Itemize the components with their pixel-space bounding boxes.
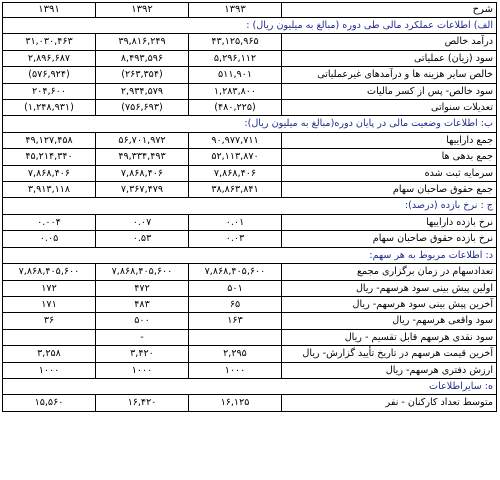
value-1392: ۵۶,۷۰۱,۹۷۲ — [96, 132, 189, 148]
row-label: نرخ بازده داراییها — [282, 214, 497, 230]
value-1392: ۵۰۰ — [96, 313, 189, 329]
value-1391: ۱۰۰۰ — [3, 362, 96, 378]
row-label: سود خالص- پس از کسر مالیات — [282, 83, 497, 99]
value-1391 — [3, 329, 96, 345]
section-header — [3, 247, 497, 263]
table-row — [3, 83, 497, 99]
value-1391: (۱,۲۴۸,۹۳۱) — [3, 100, 96, 116]
row-label: سود (زیان) عملیاتی — [282, 50, 497, 66]
table-row — [3, 264, 497, 280]
value-1392: ۴۷۲ — [96, 280, 189, 296]
value-1391: ۷,۸۶۸,۴۰۶ — [3, 165, 96, 181]
section-header — [3, 378, 497, 394]
table-row — [3, 231, 497, 247]
value-1393: ۷,۸۶۸,۴۰۵,۶۰۰ — [189, 264, 282, 280]
value-1391: (۵۷۶,۹۲۴) — [3, 67, 96, 83]
value-1392: ۷,۸۶۸,۴۰۵,۶۰۰ — [96, 264, 189, 280]
value-1392: ۰.۵۳ — [96, 231, 189, 247]
table-row — [3, 214, 497, 230]
value-1391: ۳۱,۰۳۰,۴۶۳ — [3, 34, 96, 50]
value-1391: ۱۷۲ — [3, 280, 96, 296]
value-1392: (۲۶۳,۳۵۴) — [96, 67, 189, 83]
value-1393: ۹۰,۹۷۷,۷۱۱ — [189, 132, 282, 148]
table-row — [3, 165, 497, 181]
value-1392: ۸,۴۹۳,۵۹۶ — [96, 50, 189, 66]
row-label: ارزش دفتری هرسهم- ریال — [282, 362, 497, 378]
value-1393: ۰.۰۳ — [189, 231, 282, 247]
value-1392: ۰.۰۷ — [96, 214, 189, 230]
value-1391: ۴۵,۲۱۴,۳۴۰ — [3, 149, 96, 165]
value-1393: ۵۱۱,۹۰۱ — [189, 67, 282, 83]
value-1393: ۴۳,۱۲۵,۹۶۵ — [189, 34, 282, 50]
table-row — [3, 100, 497, 116]
value-1391: ۱۵,۵۶۰ — [3, 395, 96, 411]
header-label-description: شرح — [282, 3, 497, 18]
table-row — [3, 132, 497, 148]
header-row — [3, 3, 497, 18]
value-1393: ۷,۸۶۸,۴۰۶ — [189, 165, 282, 181]
row-label: اولین پیش بینی سود هرسهم- ریال — [282, 280, 497, 296]
table-row — [3, 34, 497, 50]
value-1392: ۲,۹۳۴,۵۷۹ — [96, 83, 189, 99]
table-row — [3, 362, 497, 378]
row-label: نرخ بازده حقوق صاحبان سهام — [282, 231, 497, 247]
value-1392: (۷۵۶,۶۹۳) — [96, 100, 189, 116]
value-1392: - — [96, 329, 189, 345]
value-1391: ۲۰۴,۶۰۰ — [3, 83, 96, 99]
value-1393: ۱۶۳ — [189, 313, 282, 329]
row-label: جمع بدهی ها — [282, 149, 497, 165]
header-year-1393: ۱۳۹۳ — [189, 3, 282, 18]
section-title: الف) اطلاعات عملکرد مالی طی دوره (مبالغ به میلیون ریال) : — [3, 18, 497, 34]
header-year-1391: ۱۳۹۱ — [3, 3, 96, 18]
value-1393: ۵۰۱ — [189, 280, 282, 296]
row-label: تعدیلات سنواتی — [282, 100, 497, 116]
row-label: سود واقعی هرسهم- ریال — [282, 313, 497, 329]
value-1393: ۶۵ — [189, 296, 282, 312]
value-1391: ۰.۰۵ — [3, 231, 96, 247]
table-row — [3, 329, 497, 345]
value-1393: (۴۸۰,۲۲۵) — [189, 100, 282, 116]
value-1393: ۵,۲۹۶,۱۱۲ — [189, 50, 282, 66]
row-label: جمع داراییها — [282, 132, 497, 148]
value-1392: ۳,۴۲۰ — [96, 346, 189, 362]
value-1393: ۲,۲۹۵ — [189, 346, 282, 362]
financial-summary-table — [2, 2, 497, 412]
section-header — [3, 18, 497, 34]
value-1391: ۴۹,۱۲۷,۴۵۸ — [3, 132, 96, 148]
row-label: متوسط تعداد کارکنان - نفر — [282, 395, 497, 411]
value-1391: ۳,۹۱۳,۱۱۸ — [3, 182, 96, 198]
value-1392: ۷,۸۶۸,۴۰۶ — [96, 165, 189, 181]
row-label: آخرین قیمت هرسهم در تاریخ تأیید گزارش- ریال — [282, 346, 497, 362]
value-1392: ۳۹,۸۱۶,۲۴۹ — [96, 34, 189, 50]
value-1393: ۳۸,۸۶۳,۸۴۱ — [189, 182, 282, 198]
value-1392: ۴۹,۳۳۴,۴۹۳ — [96, 149, 189, 165]
section-title: ه: سایراطلاعات — [3, 378, 497, 394]
row-label: سرمایه ثبت شده — [282, 165, 497, 181]
row-label: تعدادسهام در زمان برگزاری مجمع — [282, 264, 497, 280]
table-row — [3, 149, 497, 165]
section-title: د: اطلاعات مربوط به هر سهم: — [3, 247, 497, 263]
value-1392: ۴۸۳ — [96, 296, 189, 312]
value-1393: ۱,۲۸۳,۸۰۰ — [189, 83, 282, 99]
value-1393: ۱۰۰۰ — [189, 362, 282, 378]
table-row — [3, 67, 497, 83]
header-year-1392: ۱۳۹۲ — [96, 3, 189, 18]
value-1393: ۰.۰۱ — [189, 214, 282, 230]
table-row — [3, 280, 497, 296]
row-label: جمع حقوق صاحبان سهام — [282, 182, 497, 198]
value-1391: ۳۶ — [3, 313, 96, 329]
row-label: درآمد خالص — [282, 34, 497, 50]
section-header — [3, 116, 497, 132]
table-row — [3, 346, 497, 362]
value-1391: ۲,۸۹۶,۶۸۷ — [3, 50, 96, 66]
table-row — [3, 182, 497, 198]
row-label: سود نقدی هرسهم قابل تقسیم - ریال — [282, 329, 497, 345]
value-1392: ۱۰۰۰ — [96, 362, 189, 378]
table-row — [3, 313, 497, 329]
section-title: ب: اطلاعات وضعیت مالی در پایان دوره(مبالغ به میلیون ریال): — [3, 116, 497, 132]
value-1391: ۷,۸۶۸,۴۰۵,۶۰۰ — [3, 264, 96, 280]
row-label: خالص سایر هزینه ها و درآمدهای غیرعملیاتی — [282, 67, 497, 83]
table-row — [3, 296, 497, 312]
financial-summary-document — [2, 2, 496, 412]
row-label: آخرین پیش بینی سود هرسهم- ریال — [282, 296, 497, 312]
section-header — [3, 198, 497, 214]
table-row — [3, 395, 497, 411]
value-1393 — [189, 329, 282, 345]
value-1391: ۱۷۱ — [3, 296, 96, 312]
table-row — [3, 50, 497, 66]
value-1391: ۰.۰۰۴ — [3, 214, 96, 230]
value-1393: ۵۲,۱۱۳,۸۷۰ — [189, 149, 282, 165]
section-title: ج : نرخ بازده (درصد): — [3, 198, 497, 214]
value-1392: ۱۶,۴۲۰ — [96, 395, 189, 411]
value-1392: ۷,۳۶۷,۴۷۹ — [96, 182, 189, 198]
value-1393: ۱۶,۱۲۵ — [189, 395, 282, 411]
value-1391: ۳,۲۵۸ — [3, 346, 96, 362]
